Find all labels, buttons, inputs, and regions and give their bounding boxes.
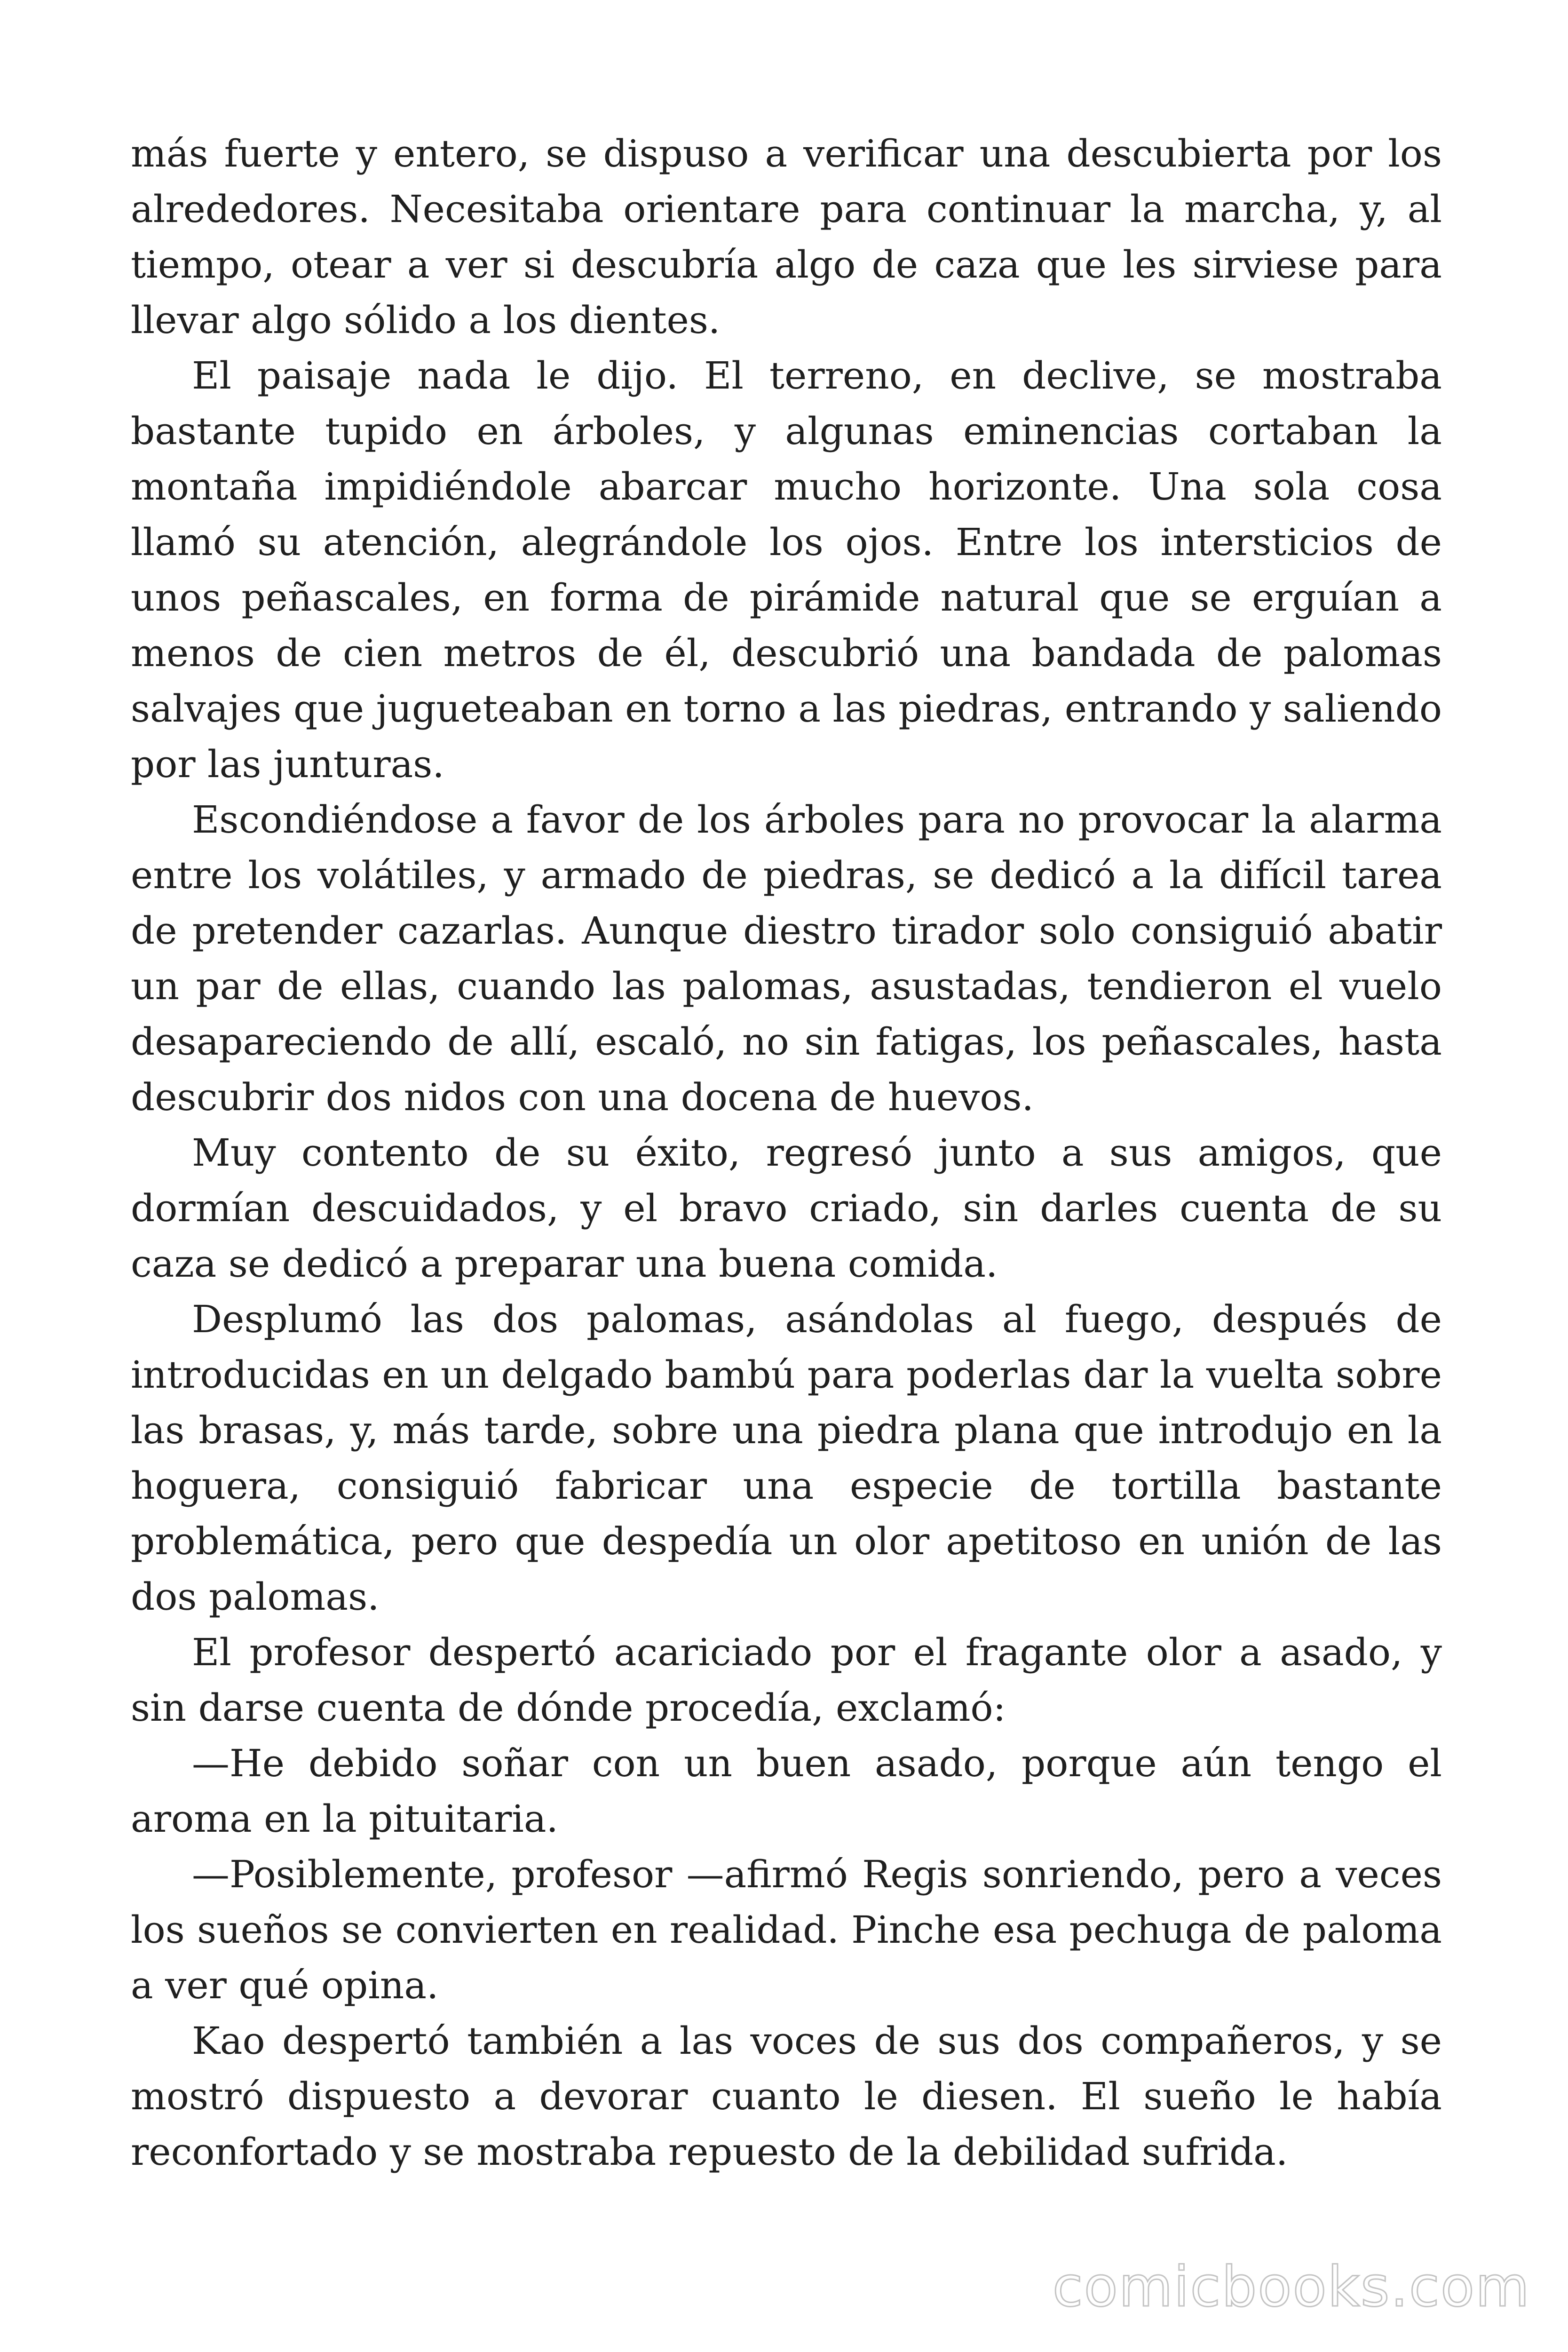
- watermark: comicbooks.com: [1052, 2254, 1530, 2319]
- paragraph-5: Desplumó las dos palomas, asándolas al fuego, después de introducidas en un delgado bambú para poderlas dar la vuelta sobre las brasas, y, más tarde, sobre una piedra plana que introdujo en la hoguera, consiguió fabricar una especie de tortilla bastante problemática, pero que despedía un olor apetitoso en unión de las dos palomas.: [131, 1297, 1442, 1619]
- paragraph-1: más fuerte y entero, se dispuso a verificar una descubierta por los alrededores. Necesitaba orientare para continuar la marcha, y, al tiempo, otear a ver si descubría algo de caza que les sirviese para llevar algo sólido a los dientes.: [131, 132, 1442, 342]
- paragraph-4: Muy contento de su éxito, regresó junto a sus amigos, que dormían descuidados, y el bravo criado, sin darles cuenta de su caza se dedicó a preparar una buena comida.: [131, 1131, 1442, 1286]
- paragraph-7: —He debido soñar con un buen asado, porque aún tengo el aroma en la pituitaria.: [131, 1741, 1442, 1841]
- body-text: [131, 126, 1442, 2180]
- paragraph-9: Kao despertó también a las voces de sus dos compañeros, y se mostró dispuesto a devorar cuanto le diesen. El sueño le había reconfortado y se mostraba repuesto de la debilidad sufrida.: [131, 2019, 1442, 2174]
- paragraph-2: El paisaje nada le dijo. El terreno, en declive, se mostraba bastante tupido en árboles, y algunas eminencias cortaban la montaña impidiéndole abarcar mucho horizonte. Una sola cosa llamó su atención, alegrándole los ojos. Entre los intersticios de unos peñascales, en forma de pirámide natural que se erguían a menos de cien metros de él, descubrió una bandada de palomas salvajes que jugueteaban en torno a las piedras, entrando y saliendo por las junturas.: [131, 354, 1442, 786]
- paragraph-6: El profesor despertó acariciado por el fragante olor a asado, y sin darse cuenta de dónde procedía, exclamó:: [131, 1630, 1442, 1730]
- paragraph-3: Escondiéndose a favor de los árboles para no provocar la alarma entre los volátiles, y armado de piedras, se dedicó a la difícil tarea de pretender cazarlas. Aunque diestro tirador solo consiguió abatir un par de ellas, cuando las palomas, asustadas, tendieron el vuelo desapareciendo de allí, escaló, no sin fatigas, los peñascales, hasta descubrir dos nidos con una docena de huevos.: [131, 798, 1442, 1119]
- paragraph-8: —Posiblemente, profesor —afirmó Regis sonriendo, pero a veces los sueños se convierten en realidad. Pinche esa pechuga de paloma a ver qué opina.: [131, 1852, 1442, 2007]
